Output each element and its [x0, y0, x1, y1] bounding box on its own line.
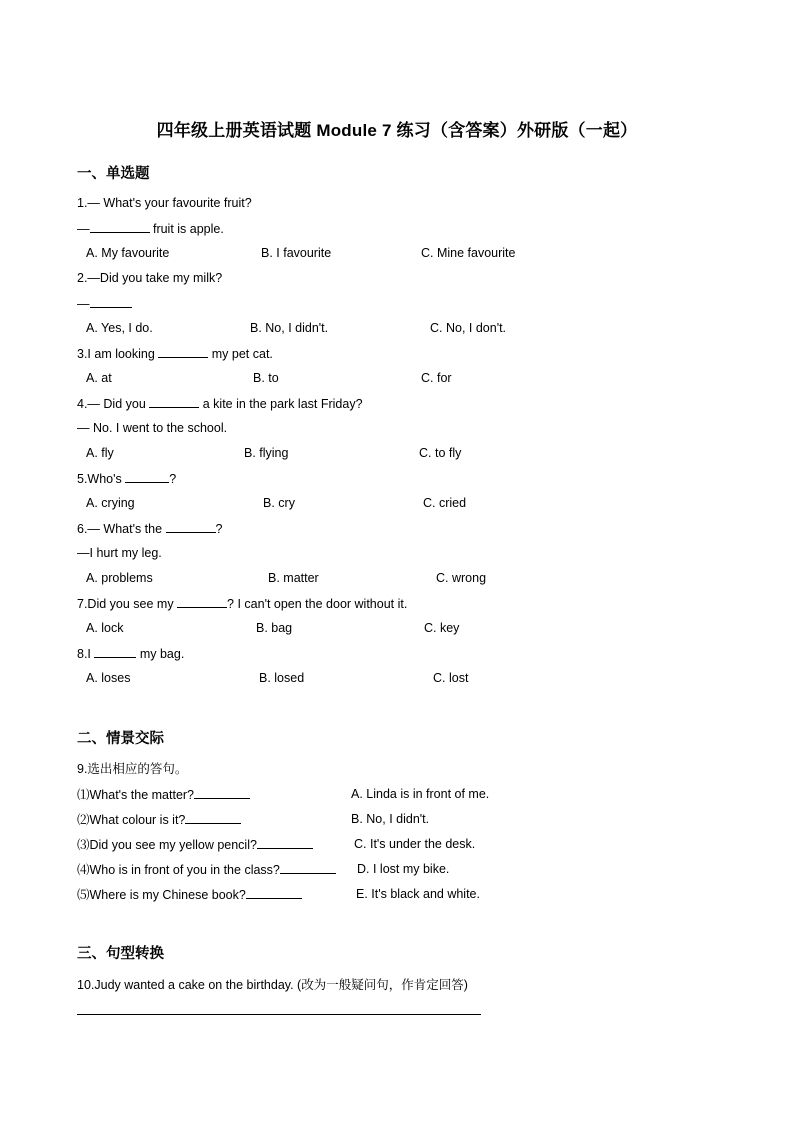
question-1-option-c[interactable]: C. Mine favourite	[421, 246, 516, 260]
question-9-item-3: ⑶Did you see my yellow pencil?	[77, 836, 313, 853]
question-7-option-b[interactable]: B. bag	[256, 621, 293, 635]
question-9-answer-a: A. Linda is in front of me.	[351, 787, 490, 801]
question-6-option-b[interactable]: B. matter	[268, 571, 319, 585]
question-4-option-c[interactable]: C. to fly	[419, 446, 462, 460]
answer-blank[interactable]	[94, 645, 136, 658]
question-9-answer-d: D. I lost my bike.	[357, 862, 450, 876]
question-10-stem: 10.Judy wanted a cake on the birthday. (改为一般疑问句，作肯定回答)	[77, 978, 468, 992]
question-7-option-a[interactable]: A. lock	[86, 621, 124, 635]
answer-blank[interactable]	[185, 811, 241, 824]
page-title: 四年级上册英语试题 Module 7 练习（含答案）外研版（一起）	[156, 121, 638, 140]
question-8-option-c[interactable]: C. lost	[433, 671, 469, 685]
question-9-item-4: ⑷Who is in front of you in the class?	[77, 861, 336, 878]
question-7-option-c[interactable]: C. key	[424, 621, 460, 635]
question-10-answer-line[interactable]	[77, 1014, 481, 1015]
question-1-option-a[interactable]: A. My favourite	[86, 246, 170, 260]
question-3-option-b[interactable]: B. to	[253, 371, 279, 385]
question-6-option-c[interactable]: C. wrong	[436, 571, 487, 585]
question-8-option-a[interactable]: A. loses	[86, 671, 131, 685]
question-2-option-c[interactable]: C. No, I don't.	[430, 321, 507, 335]
answer-blank[interactable]	[257, 836, 313, 849]
question-9-answer-c: C. It's under the desk.	[354, 837, 476, 851]
question-1-option-b[interactable]: B. I favourite	[261, 246, 332, 260]
question-9-stem: 9.选出相应的答句。	[77, 762, 188, 776]
answer-blank[interactable]	[90, 220, 150, 233]
question-5-option-c[interactable]: C. cried	[423, 496, 467, 510]
question-8-stem: 8.I my bag.	[77, 647, 185, 661]
question-9-answer-b: B. No, I didn't.	[351, 812, 430, 826]
question-8-option-b[interactable]: B. losed	[259, 671, 305, 685]
section-heading-situational: 二、情景交际	[77, 731, 164, 747]
question-9-answer-e: E. It's black and white.	[356, 887, 480, 901]
question-4-stem: 4.— Did you a kite in the park last Friday?	[77, 397, 363, 411]
question-6-line-2: —I hurt my leg.	[77, 546, 162, 560]
question-3-option-c[interactable]: C. for	[421, 371, 452, 385]
answer-blank[interactable]	[149, 395, 199, 408]
answer-blank[interactable]	[246, 886, 302, 899]
question-9-item-1: ⑴What's the matter?	[77, 786, 250, 803]
question-2-option-b[interactable]: B. No, I didn't.	[250, 321, 329, 335]
section-heading-sentence-transform: 三、句型转换	[77, 946, 164, 962]
question-3-option-a[interactable]: A. at	[86, 371, 112, 385]
question-2-option-a[interactable]: A. Yes, I do.	[86, 321, 153, 335]
question-5-stem: 5.Who's ?	[77, 472, 177, 486]
question-1-stem: 1.— What's your favourite fruit?	[77, 196, 252, 210]
question-7-stem: 7.Did you see my ? I can't open the door without it.	[77, 597, 408, 611]
answer-blank[interactable]	[280, 861, 336, 874]
answer-blank[interactable]	[177, 595, 227, 608]
question-4-option-a[interactable]: A. fly	[86, 446, 114, 460]
question-3-stem: 3.I am looking my pet cat.	[77, 347, 273, 361]
answer-blank[interactable]	[158, 345, 208, 358]
question-9-item-5: ⑸Where is my Chinese book?	[77, 886, 302, 903]
question-4-option-b[interactable]: B. flying	[244, 446, 289, 460]
answer-blank[interactable]	[125, 470, 169, 483]
question-1-line-2: — fruit is apple.	[77, 222, 224, 236]
question-2-line-2: —	[77, 295, 132, 312]
answer-blank[interactable]	[166, 520, 216, 533]
question-6-option-a[interactable]: A. problems	[86, 571, 153, 585]
section-heading-single-choice: 一、单选题	[77, 166, 150, 182]
question-2-stem: 2.—Did you take my milk?	[77, 271, 223, 285]
answer-blank[interactable]	[194, 786, 250, 799]
answer-blank[interactable]	[90, 295, 132, 308]
question-6-stem: 6.— What's the ?	[77, 522, 223, 536]
question-9-item-2: ⑵What colour is it?	[77, 811, 241, 828]
question-4-line-2: — No. I went to the school.	[77, 421, 228, 435]
question-5-option-a[interactable]: A. crying	[86, 496, 135, 510]
question-5-option-b[interactable]: B. cry	[263, 496, 295, 510]
